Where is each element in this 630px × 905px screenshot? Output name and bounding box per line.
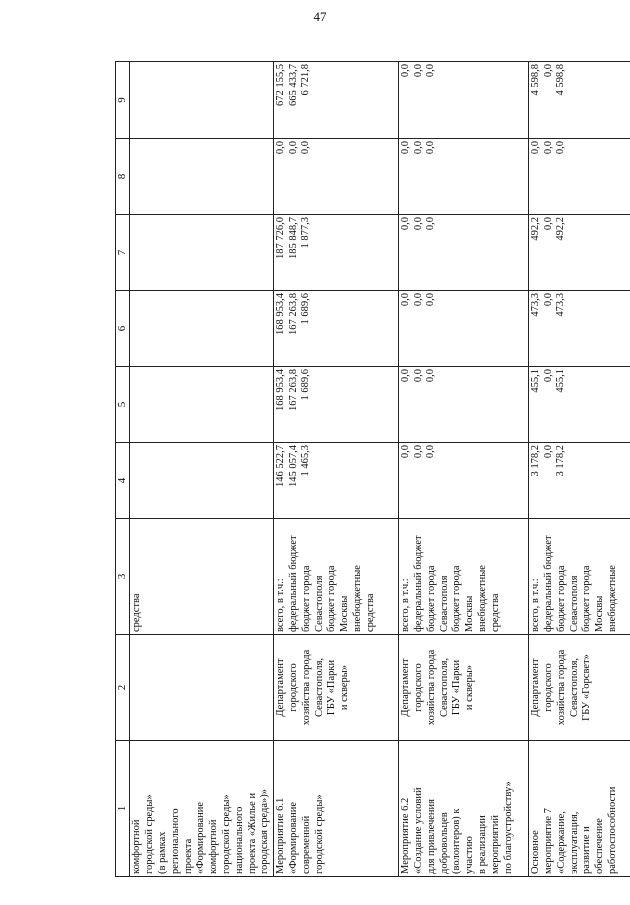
table-row bbox=[399, 62, 529, 877]
federal-budget-value: 0,0 bbox=[542, 141, 554, 155]
text-line: современной bbox=[300, 815, 312, 874]
value-cell-year-5 bbox=[274, 367, 399, 443]
federal-budget-value: 665 433,7 bbox=[287, 64, 299, 106]
text-line: проекта bbox=[182, 838, 194, 874]
total-value: 168 953,4 bbox=[275, 369, 287, 411]
executor-cell bbox=[529, 635, 630, 741]
city-budget-value: 492,2 bbox=[555, 217, 567, 241]
measure-name-cell bbox=[130, 741, 274, 877]
text-line: федеральный бюджет bbox=[412, 535, 424, 632]
value-cell-year-5 bbox=[529, 367, 630, 443]
value-cell-year-8 bbox=[130, 139, 274, 215]
federal-budget-value: 0,0 bbox=[412, 64, 424, 78]
column-header-3: 3 bbox=[116, 519, 130, 635]
city-budget-value: 0,0 bbox=[425, 141, 437, 155]
rotated-table-container bbox=[115, 62, 618, 877]
city-budget-value: 0,0 bbox=[425, 64, 437, 78]
city-budget-value: 1 465,3 bbox=[300, 445, 312, 477]
federal-budget-value: 0,0 bbox=[542, 64, 554, 78]
value-cell-year-8 bbox=[399, 139, 529, 215]
total-value: 0,0 bbox=[275, 141, 287, 155]
total-value: 455,1 bbox=[530, 369, 542, 393]
text-line: ГБУ «Парки bbox=[326, 659, 338, 716]
text-line: (в рамках bbox=[157, 831, 168, 874]
text-line: комфортной bbox=[208, 819, 220, 874]
total-value: 0,0 bbox=[400, 217, 412, 231]
total-value: 0,0 bbox=[400, 293, 412, 307]
total-value: 672 155,5 bbox=[275, 64, 287, 106]
text-line: федеральный бюджет bbox=[287, 535, 299, 632]
city-budget-value: 0,0 bbox=[425, 369, 437, 383]
text-line: бюджет города bbox=[326, 565, 338, 632]
city-budget-value: 4 598,8 bbox=[555, 64, 567, 96]
text-line: мероприятие 7 bbox=[542, 808, 554, 874]
text-line: городской среды» bbox=[313, 794, 325, 874]
text-line: комфортной bbox=[131, 819, 143, 874]
text-line: национального bbox=[233, 806, 245, 874]
text-line: внебюджетные bbox=[476, 565, 488, 632]
city-budget-value: 1 689,6 bbox=[300, 369, 312, 401]
value-cell-year-8 bbox=[529, 139, 630, 215]
text-line: городского bbox=[412, 663, 424, 712]
text-line: участию bbox=[464, 836, 476, 874]
value-cell-year-7 bbox=[274, 215, 399, 291]
text-line: «Создание условий bbox=[412, 787, 424, 874]
text-line: хозяйства города bbox=[425, 649, 437, 726]
federal-budget-value: 0,0 bbox=[542, 217, 554, 231]
text-line: Севастополя, bbox=[568, 657, 580, 718]
table-row bbox=[529, 62, 630, 877]
executor-cell bbox=[274, 635, 399, 741]
text-line: (волонтеров) к bbox=[451, 808, 463, 874]
page-number: 47 bbox=[313, 9, 327, 24]
value-cell-year-5 bbox=[399, 367, 529, 443]
value-cell-year-9 bbox=[529, 62, 630, 139]
city-budget-value: 0,0 bbox=[300, 141, 312, 155]
text-line: Мероприятие 6.1 bbox=[275, 797, 287, 874]
total-value: 492,2 bbox=[530, 217, 542, 241]
text-line: бюджет города bbox=[581, 565, 593, 632]
total-value: 146 522,7 bbox=[275, 445, 287, 487]
column-header-5: 5 bbox=[116, 367, 130, 443]
text-line: «Содержание, bbox=[555, 811, 567, 874]
city-budget-value: 455,1 bbox=[555, 369, 567, 393]
funding-source-cell bbox=[130, 519, 274, 635]
federal-budget-value: 0,0 bbox=[412, 141, 424, 155]
federal-budget-value: 167 263,8 bbox=[287, 293, 299, 335]
text-line: Мероприятие 6.2 bbox=[400, 797, 412, 874]
text-line: всего, в т.ч.: bbox=[275, 578, 287, 632]
text-line: добровольцев bbox=[438, 812, 450, 874]
text-line: Москвы bbox=[464, 595, 476, 632]
city-budget-value: 1 877,3 bbox=[300, 217, 312, 249]
funding-source-cell bbox=[529, 519, 630, 635]
total-value: 4 598,8 bbox=[530, 64, 542, 96]
value-cell-year-6 bbox=[274, 291, 399, 367]
value-cell-year-9 bbox=[274, 62, 399, 139]
federal-budget-value: 0,0 bbox=[287, 141, 299, 155]
text-line: всего, в т.ч.: bbox=[530, 578, 542, 632]
value-cell-year-4 bbox=[529, 443, 630, 519]
federal-budget-value: 0,0 bbox=[542, 293, 554, 307]
executor-cell bbox=[130, 635, 274, 741]
text-line: «Формирование bbox=[287, 801, 299, 874]
value-cell-year-7 bbox=[399, 215, 529, 291]
federal-budget-value: 0,0 bbox=[412, 293, 424, 307]
column-header-row bbox=[116, 62, 130, 877]
total-value: 187 726,0 bbox=[275, 217, 287, 259]
total-value: 0,0 bbox=[400, 445, 412, 459]
text-line: Севастополя, bbox=[313, 657, 325, 718]
value-cell-year-5 bbox=[130, 367, 274, 443]
executor-cell bbox=[399, 635, 529, 741]
text-line: бюджет города bbox=[555, 565, 567, 632]
federal-budget-value: 145 057,4 bbox=[287, 445, 299, 487]
text-line: Москвы bbox=[594, 595, 606, 632]
value-cell-year-8 bbox=[274, 139, 399, 215]
measure-name-cell bbox=[399, 741, 529, 877]
text-line: регионального bbox=[169, 808, 181, 874]
column-header-8: 8 bbox=[116, 139, 130, 215]
value-cell-year-4 bbox=[399, 443, 529, 519]
budget-table bbox=[115, 61, 630, 877]
text-line: «Формирование bbox=[195, 801, 207, 874]
text-line: Севастополя bbox=[313, 575, 325, 632]
value-cell-year-4 bbox=[274, 443, 399, 519]
federal-budget-value: 0,0 bbox=[412, 445, 424, 459]
table-row bbox=[274, 62, 399, 877]
column-header-2: 2 bbox=[116, 635, 130, 741]
text-line: работоспособности bbox=[606, 786, 618, 874]
text-line: средства bbox=[489, 593, 501, 632]
federal-budget-value: 0,0 bbox=[542, 369, 554, 383]
federal-budget-value: 0,0 bbox=[542, 445, 554, 459]
column-header-6: 6 bbox=[116, 291, 130, 367]
text-line: федеральный бюджет bbox=[542, 535, 554, 632]
text-line: ГБУ «Горсвет» bbox=[581, 654, 593, 721]
column-header-4: 4 bbox=[116, 443, 130, 519]
city-budget-value: 0,0 bbox=[555, 141, 567, 155]
column-header-7: 7 bbox=[116, 215, 130, 291]
total-value: 0,0 bbox=[400, 64, 412, 78]
text-line: бюджет города bbox=[300, 565, 312, 632]
text-line: Департамент bbox=[400, 658, 412, 717]
value-cell-year-4 bbox=[130, 443, 274, 519]
text-line: проекта «Жилье и bbox=[246, 792, 258, 874]
text-line: ГБУ «Парки bbox=[451, 659, 463, 716]
value-cell-year-6 bbox=[130, 291, 274, 367]
funding-source-cell bbox=[399, 519, 529, 635]
text-line: Москвы bbox=[339, 595, 351, 632]
text-line: мероприятий bbox=[489, 815, 501, 874]
text-line: Основное bbox=[530, 830, 542, 874]
text-line: городского bbox=[287, 663, 299, 712]
total-value: 0,0 bbox=[530, 141, 542, 155]
text-line: Севастополя bbox=[568, 575, 580, 632]
city-budget-value: 0,0 bbox=[425, 217, 437, 231]
text-line: в реализации bbox=[476, 815, 488, 874]
federal-budget-value: 167 263,8 bbox=[287, 369, 299, 411]
text-line: Департамент bbox=[530, 658, 542, 717]
total-value: 3 178,2 bbox=[530, 445, 542, 477]
city-budget-value: 473,3 bbox=[555, 293, 567, 317]
column-header-1: 1 bbox=[116, 741, 130, 877]
city-budget-value: 1 689,6 bbox=[300, 293, 312, 325]
value-cell-year-9 bbox=[130, 62, 274, 139]
city-budget-value: 3 178,2 bbox=[555, 445, 567, 477]
text-line: городского bbox=[542, 663, 554, 712]
text-line: внебюджетные bbox=[351, 565, 363, 632]
value-cell-year-6 bbox=[529, 291, 630, 367]
value-cell-year-9 bbox=[399, 62, 529, 139]
total-value: 168 953,4 bbox=[275, 293, 287, 335]
text-line: Севастополя bbox=[438, 575, 450, 632]
text-line: Департамент bbox=[275, 658, 287, 717]
text-line: средства bbox=[131, 593, 143, 632]
text-line: хозяйства города bbox=[555, 649, 567, 726]
text-line: эксплуатация, bbox=[568, 811, 580, 874]
text-line: и скверы» bbox=[339, 664, 351, 711]
text-line: по благоустройству» bbox=[502, 781, 514, 874]
city-budget-value: 0,0 bbox=[425, 445, 437, 459]
text-line: городской среды» bbox=[220, 794, 232, 874]
column-header-9: 9 bbox=[116, 62, 130, 139]
text-line: развитие и bbox=[581, 826, 593, 874]
text-line: городская среда»)» bbox=[259, 789, 271, 874]
value-cell-year-7 bbox=[130, 215, 274, 291]
city-budget-value: 6 721,8 bbox=[300, 64, 312, 96]
federal-budget-value: 0,0 bbox=[412, 217, 424, 231]
text-line: обеспечение bbox=[594, 818, 606, 874]
text-line: средства bbox=[364, 593, 376, 632]
funding-source-cell bbox=[274, 519, 399, 635]
text-line: и скверы» bbox=[464, 664, 476, 711]
text-line: внебюджетные bbox=[606, 565, 618, 632]
text-line: бюджет города bbox=[451, 565, 463, 632]
city-budget-value: 0,0 bbox=[425, 293, 437, 307]
measure-name-cell bbox=[529, 741, 630, 877]
text-line: всего, в т.ч.: bbox=[400, 578, 412, 632]
federal-budget-value: 185 848,7 bbox=[287, 217, 299, 259]
value-cell-year-7 bbox=[529, 215, 630, 291]
total-value: 473,3 bbox=[530, 293, 542, 317]
measure-name-cell bbox=[274, 741, 399, 877]
value-cell-year-6 bbox=[399, 291, 529, 367]
text-line: бюджет города bbox=[425, 565, 437, 632]
table-row bbox=[130, 62, 274, 877]
text-line: для привлечения bbox=[425, 799, 437, 874]
total-value: 0,0 bbox=[400, 369, 412, 383]
text-line: городской среды» bbox=[144, 794, 156, 874]
text-line: Севастополя, bbox=[438, 657, 450, 718]
text-line: хозяйства города bbox=[300, 649, 312, 726]
federal-budget-value: 0,0 bbox=[412, 369, 424, 383]
total-value: 0,0 bbox=[400, 141, 412, 155]
